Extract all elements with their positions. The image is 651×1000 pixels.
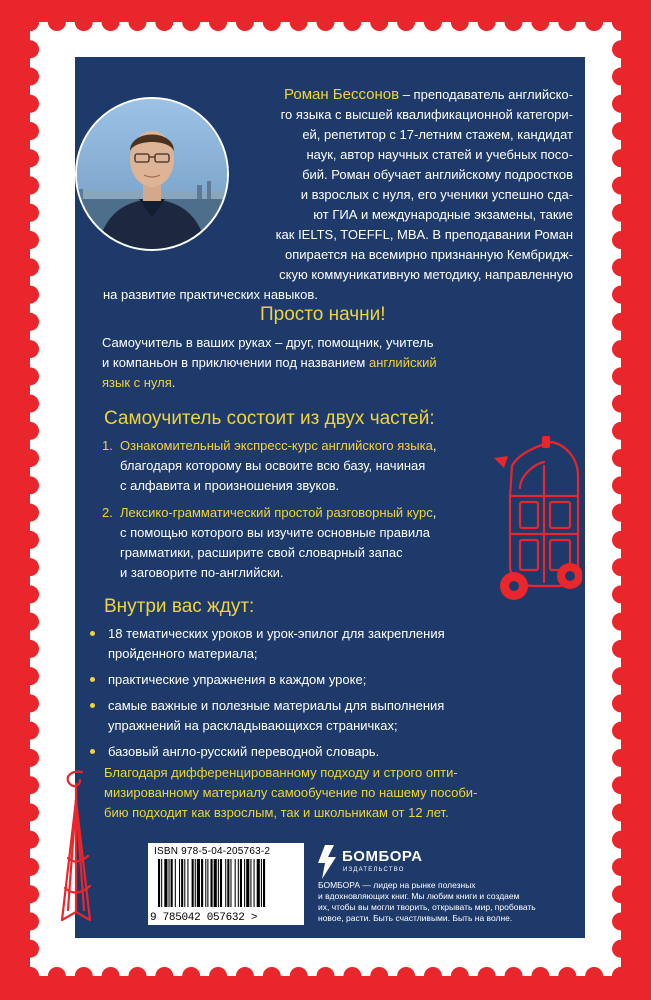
publisher-sub: ИЗДАТЕЛЬСТВО	[343, 867, 405, 873]
item-text: с помощью которого вы изучите основные правила	[120, 525, 430, 540]
list-item	[90, 696, 560, 736]
list-item	[90, 742, 560, 762]
list-item	[90, 624, 560, 664]
bio-line: наук, автор научных статей и учебных посо-	[306, 147, 573, 162]
car-illustration	[490, 436, 582, 604]
bullet-icon	[90, 703, 95, 708]
item-number: 1.	[102, 438, 113, 453]
isbn-text: ISBN 978-5-04-205763-2	[154, 846, 271, 857]
author-name: Роман Бессонов	[284, 86, 400, 103]
closing-line: Благодаря дифференцированному подходу и строго опти-	[104, 765, 458, 780]
start-line: Самоучитель в ваших руках – друг, помощник, учитель	[102, 335, 434, 350]
barcode-digits: 9 785042 057632 >	[150, 912, 258, 924]
publisher-line: и вдохновляющих книг. Мы любим книги и создаем	[318, 891, 520, 901]
publisher-line: новое, расти. Быть счастливыми. Быть на волне.	[318, 913, 513, 923]
bio-line: и взрослых с нуля, его ученики успешно сда-	[300, 187, 573, 202]
inside-list	[90, 624, 560, 762]
closing-text	[104, 763, 564, 823]
item-text: упражнений на раскладывающихся страничках;	[108, 718, 398, 733]
bio-line: как IELTS, TOEFFL, MBA. В преподавании Роман	[275, 227, 573, 242]
publisher-line: БОМБОРА — лидер на рынке полезных	[318, 880, 476, 890]
umbrella-illustration	[48, 770, 108, 930]
barcode	[148, 843, 304, 925]
bullet-icon	[90, 749, 95, 754]
lightning-icon	[316, 845, 338, 879]
list-item	[102, 503, 552, 583]
item-highlight: Лексико-грамматический простой разговорный курс	[120, 505, 433, 520]
start-line: .	[171, 375, 176, 390]
barcode-bars	[154, 859, 298, 909]
item-text: и заговорите по-английски.	[120, 565, 284, 580]
closing-line: мизированному материалу самообучение по нашему пособи-	[104, 785, 478, 800]
inside-heading: Внутри вас ждут:	[104, 596, 255, 617]
item-text: благодаря которому вы освоите всю базу, начиная	[120, 458, 426, 473]
item-highlight: Ознакомительный экспресс-курс английского языка	[120, 438, 433, 453]
item-text: ,	[432, 438, 437, 453]
parts-heading: Самоучитель состоит из двух частей:	[104, 408, 435, 429]
bio-line: – преподаватель английско-	[399, 87, 573, 102]
parts-list	[102, 436, 552, 583]
item-text: 18 тематических уроков и урок-эпилог для закрепления	[108, 626, 445, 641]
item-number: 2.	[102, 505, 113, 520]
item-text: с алфавита и произношения звуков.	[120, 478, 340, 493]
bio-line: бий. Роман обучает английскому подростков	[302, 167, 573, 182]
bio-line: го языка с высшей квалификационной категори-	[280, 107, 573, 122]
publisher-description	[318, 880, 558, 924]
item-text: базовый англо-русский переводной словарь.	[108, 744, 380, 759]
item-text: практические упражнения в каждом уроке;	[108, 672, 367, 687]
start-line: и компаньон в приключении под названием	[102, 355, 369, 370]
list-item	[90, 670, 560, 690]
start-highlight: язык с нуля	[102, 375, 172, 390]
bullet-icon	[90, 631, 95, 636]
list-item	[102, 436, 552, 496]
bio-line: на развитие практических навыков.	[103, 287, 318, 302]
closing-line: бию подходит как взрослым, так и школьникам от 12 лет.	[104, 805, 449, 820]
item-text: пройденного материала;	[108, 646, 258, 661]
bio-line: скую коммуникативную методику, направленную	[279, 267, 573, 282]
item-text: грамматики, расширите свой словарный запас	[120, 545, 403, 560]
bullet-icon	[90, 677, 95, 682]
publisher-name: БОМБОРА	[342, 848, 423, 865]
start-heading: Просто начни!	[260, 304, 386, 325]
start-highlight: английский	[368, 355, 437, 370]
bio-line: ют ГИА и международные экзамены, такие	[313, 207, 573, 222]
bio-line: ей, репетитор с 17-летним стажем, кандидат	[302, 127, 573, 142]
author-bio	[103, 85, 573, 305]
bio-line: опирается на всемирно признанную Кембридж-	[285, 247, 573, 262]
start-text	[102, 333, 562, 393]
item-text: самые важные и полезные материалы для выполнения	[108, 698, 445, 713]
publisher-line: их, чтобы вы могли творить, открывать мир, пробовать	[318, 902, 536, 912]
item-text: ,	[432, 505, 437, 520]
